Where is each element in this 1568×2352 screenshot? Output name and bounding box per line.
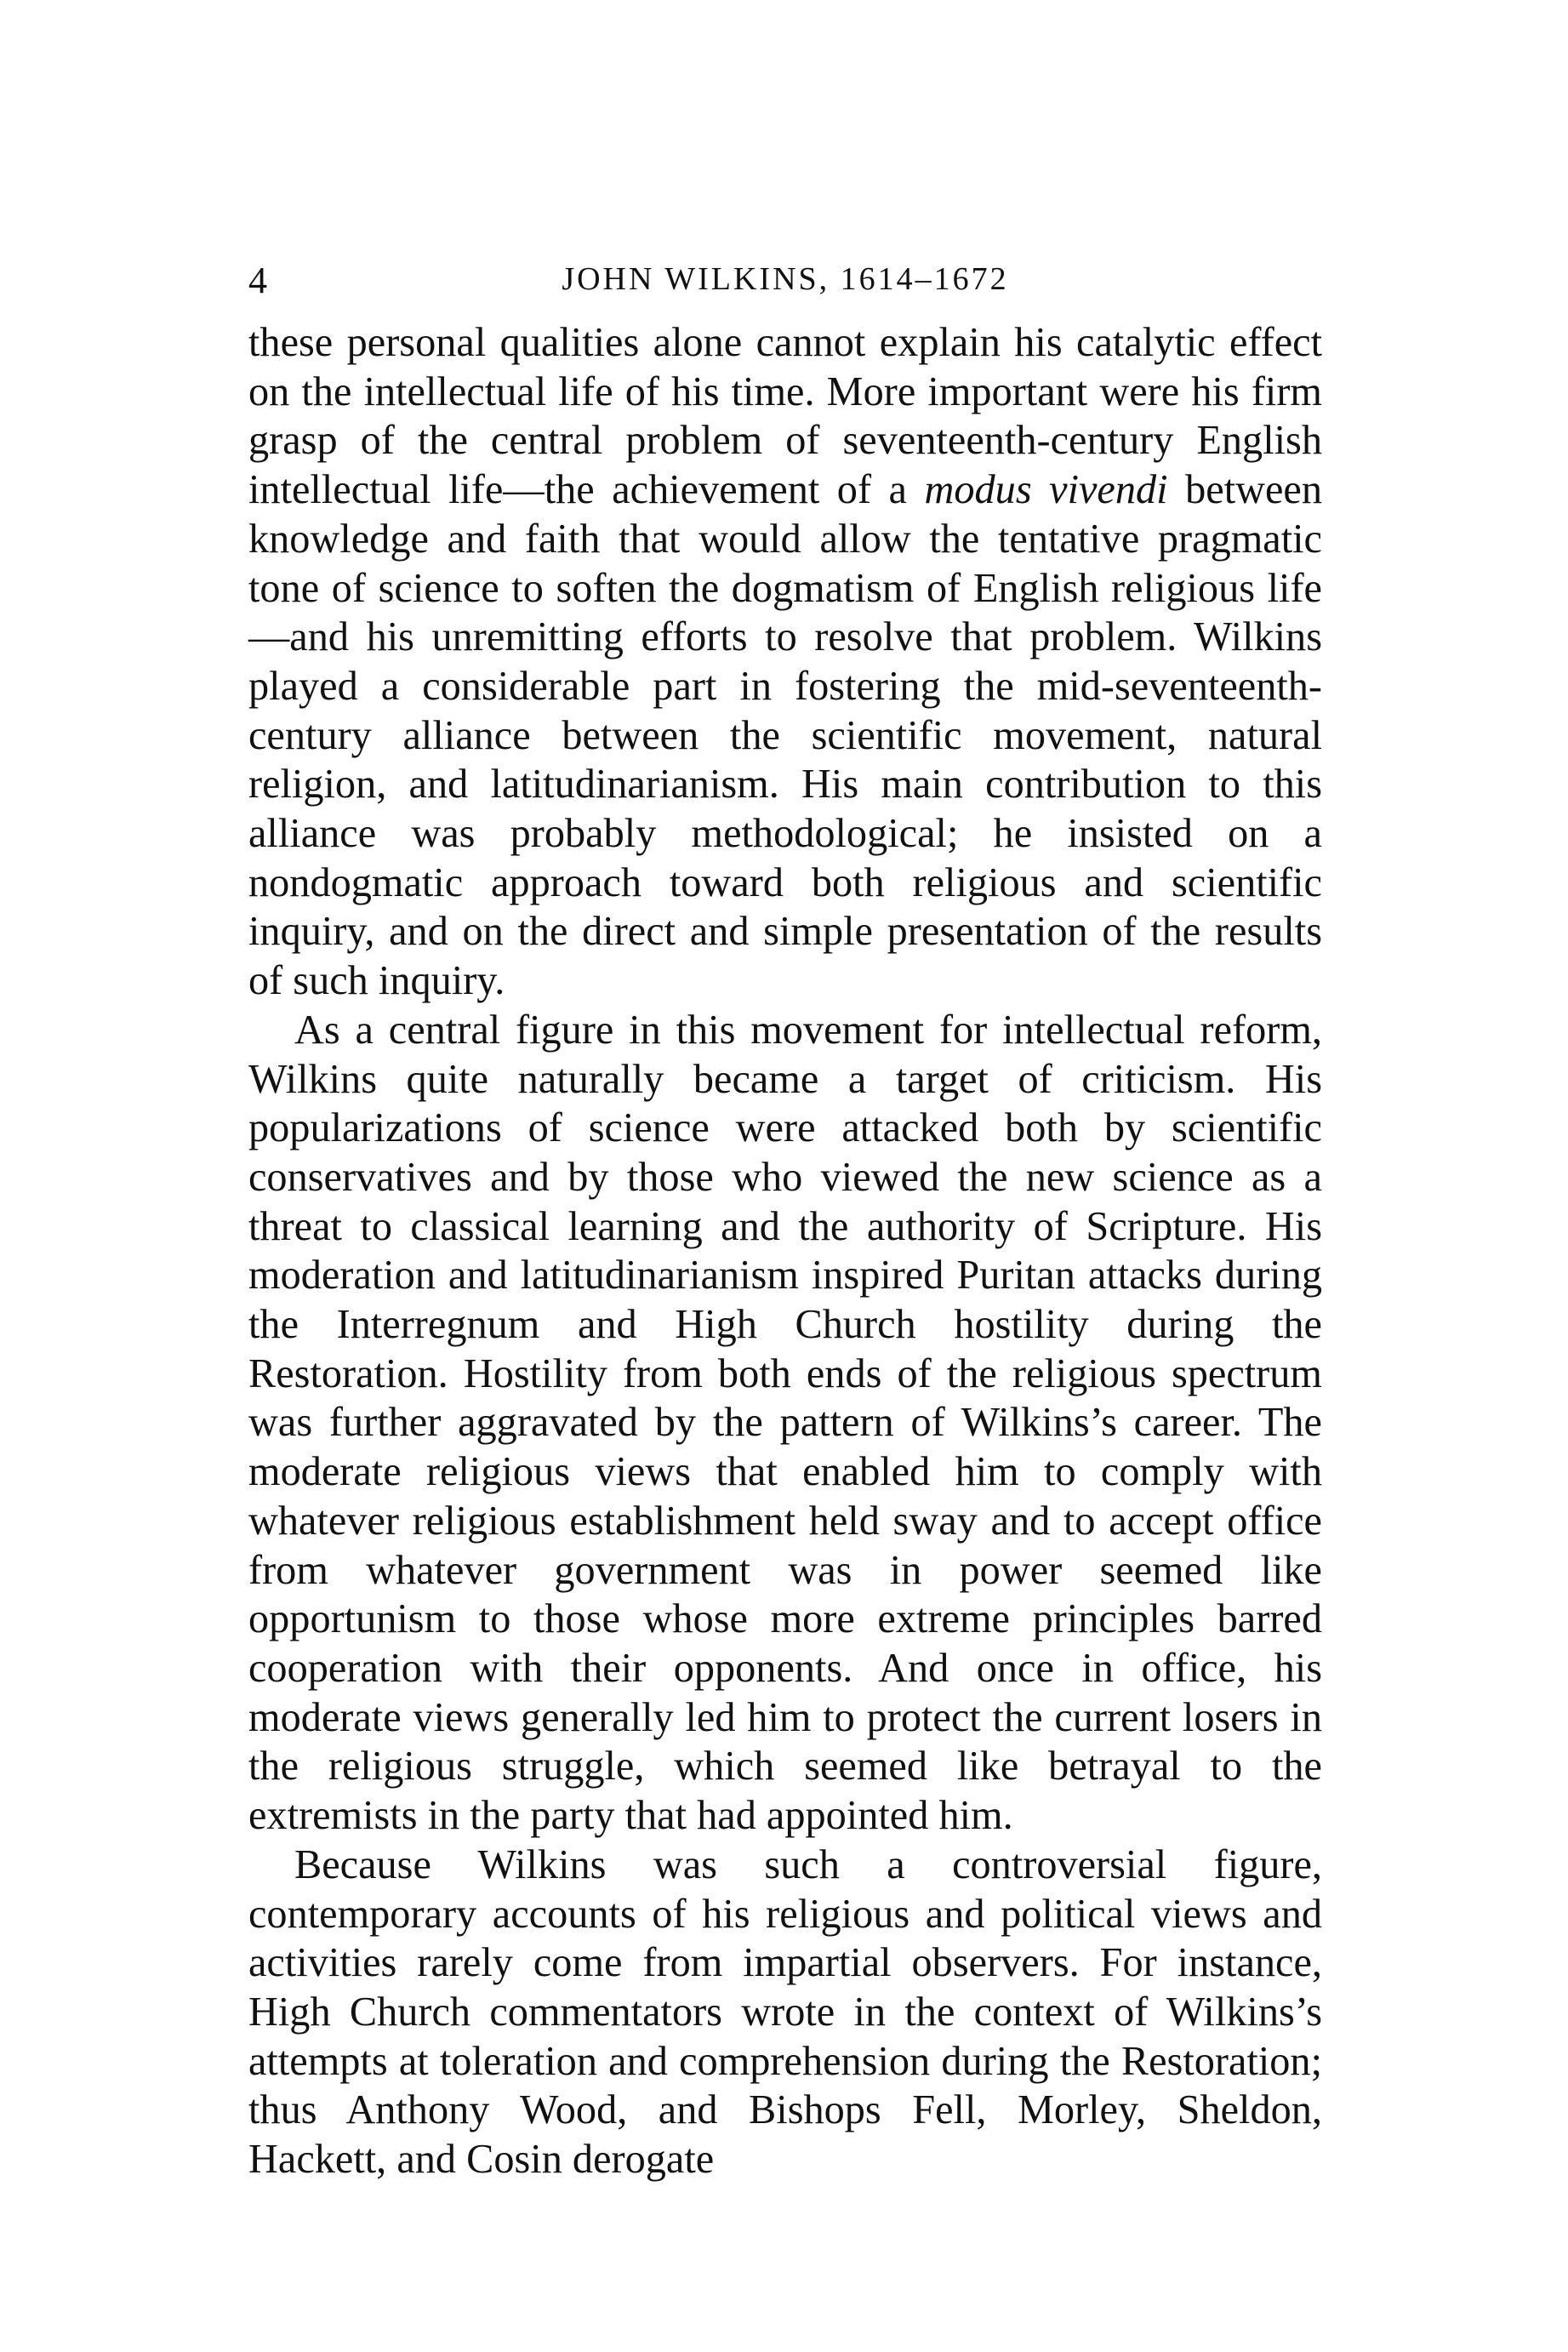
running-title: JOHN WILKINS, 1614–1672 <box>562 261 1009 297</box>
paragraph-text: these personal qualities alone cannot explain his catalytic effect on the intellectual life of his time. More important were his firm grasp of the central problem of seventeenth-century English intellectual life—the achievement of a <box>248 320 1322 513</box>
running-head <box>248 255 1322 306</box>
page-number: 4 <box>248 260 268 301</box>
book-page <box>248 255 1322 2184</box>
body-text <box>248 318 1322 2184</box>
italic-phrase: modus vivendi <box>924 467 1168 513</box>
paragraph: Because Wilkins was such a controversial figure, contemporary accounts of his religious and political views and activities rarely come from impartial observers. For instance, High Church commentators wrote in the context of Wilkins’s attempts at toleration and comprehension during the Restoration; thus Anthony Wood, and Bishops Fell, Morley, Sheldon, Hackett, and Cosin derogate <box>248 1841 1322 2183</box>
paragraph-text: between knowledge and faith that would allow the tentative pragmatic tone of science to soften the dogmatism of English religious life—and his unremitting efforts to resolve that problem. Wilkins played a considerable part in fostering the mid-seventeenth-century alliance between the scientific movement, natural religion, and latitudinarianism. His main contribution to this alliance was probably methodological; he insisted on a nondogmatic approach toward both religious and scientific inquiry, and on the direct and simple presentation of the results of such inquiry. <box>248 467 1323 1004</box>
paragraph: As a central figure in this movement for intellectual reform, Wilkins quite naturally became a target of criticism. His popularizations of science were attacked both by scientific conservatives and by those who viewed the new science as a threat to classical learning and the authority of Scripture. His moderation and latitudinarianism inspired Puritan attacks during the Interregnum and High Church hostility during the Restoration. Hostility from both ends of the religious spectrum was further aggravated by the pattern of Wilkins’s career. The moderate religious views that enabled him to comply with whatever religious establishment held sway and to accept office from whatever government was in power seemed like opportunism to those whose more extreme principles barred cooperation with their opponents. And once in office, his moderate views generally led him to protect the current losers in the religious struggle, which seemed like betrayal to the extremists in the party that had appointed him. <box>248 1007 1322 1839</box>
paragraph <box>248 318 1322 1006</box>
